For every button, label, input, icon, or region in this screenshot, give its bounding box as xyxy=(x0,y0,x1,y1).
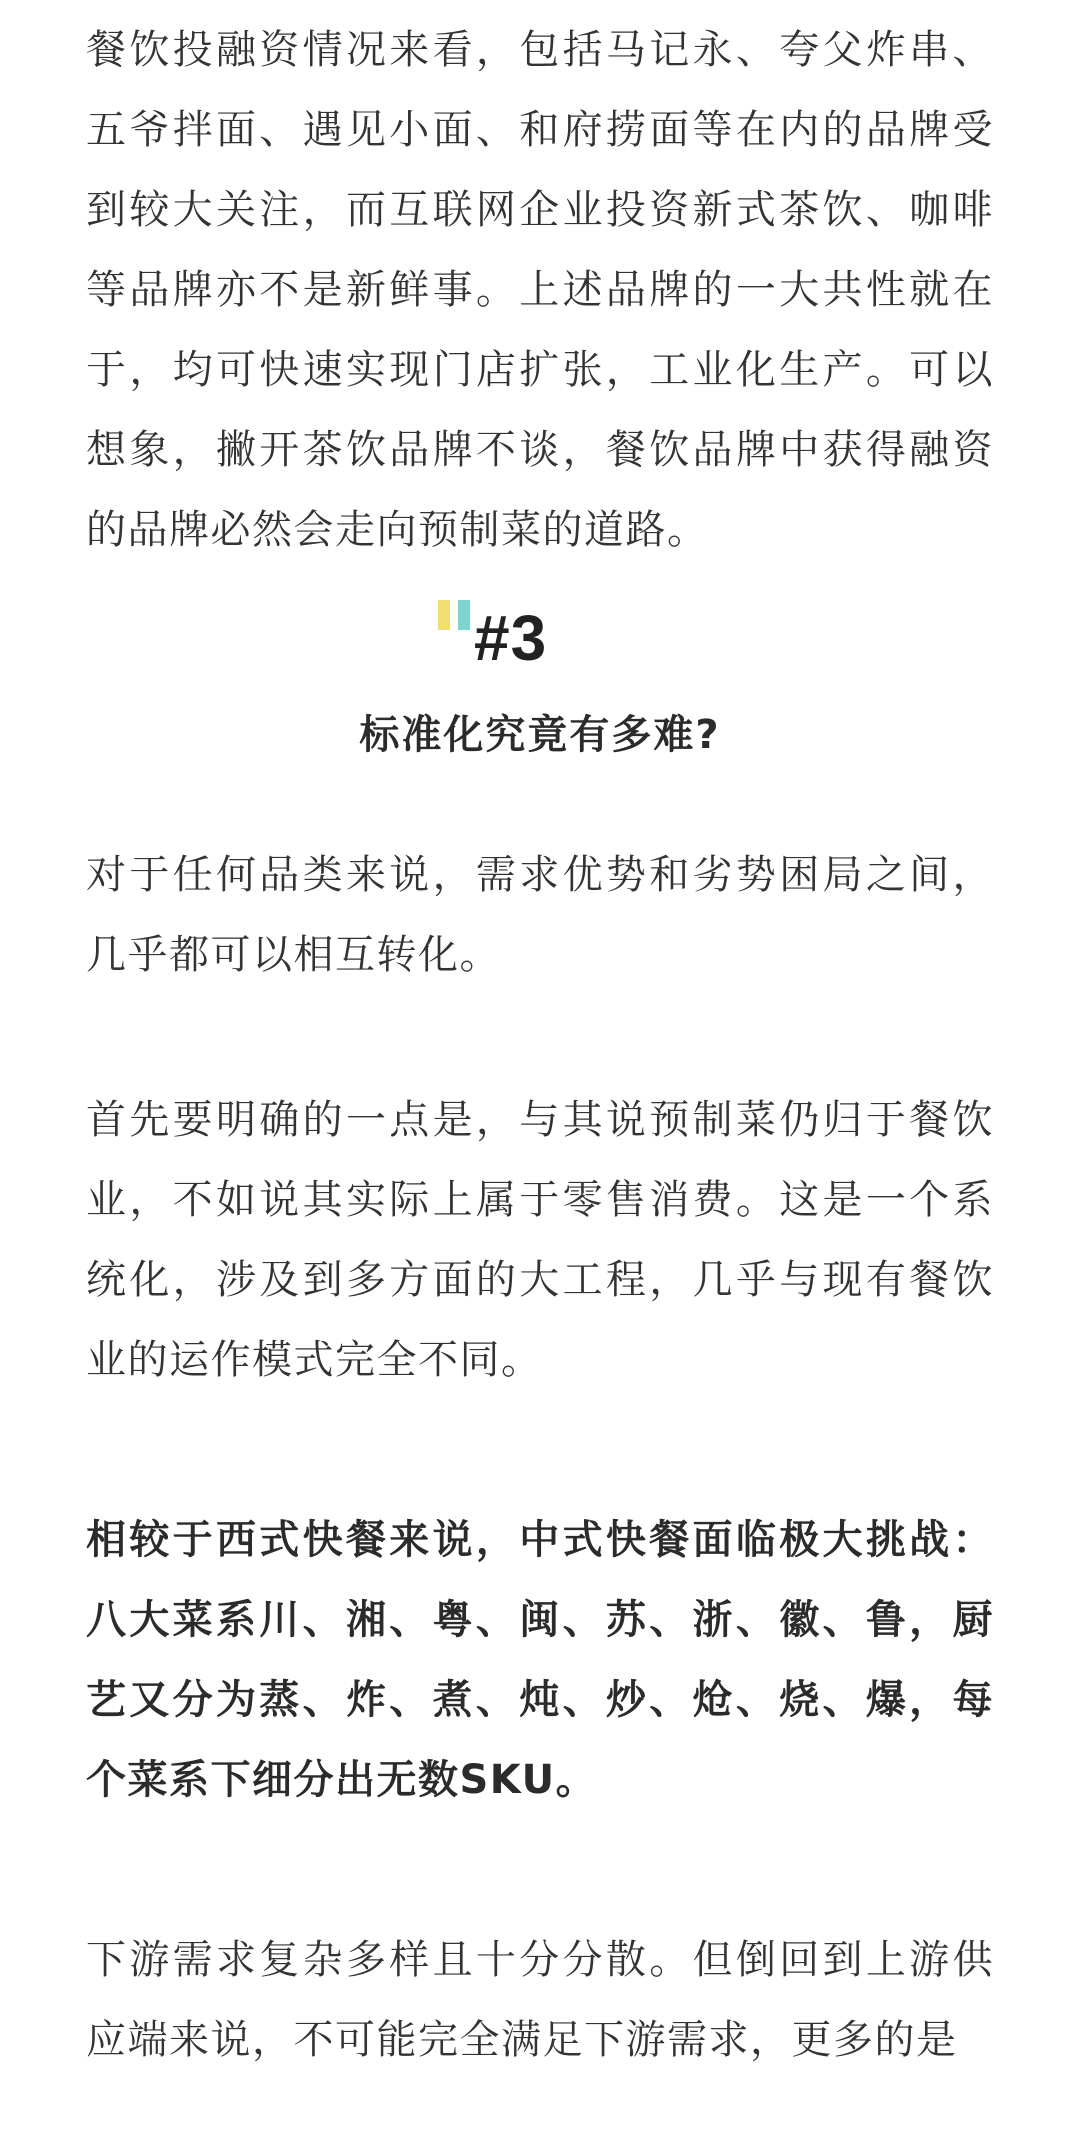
paragraph-1: 对于任何品类来说，需求优势和劣势困局之间，几乎都可以相互转化。 xyxy=(86,852,994,978)
paragraph-4: 下游需求复杂多样且十分分散。但倒回到上游供应端来说，不可能完全满足下游需求，更多的是 xyxy=(86,1937,994,2063)
quote-mark-icon xyxy=(438,600,472,630)
paragraph-intro: 餐饮投融资情况来看，包括马记永、夸父炸串、五爷拌面、遇见小面、和府捞面等在内的品牌受到较大关注，而互联网企业投资新式茶饮、咖啡等品牌亦不是新鲜事。上述品牌的一大共性就在于，均可快速实现门店扩张，工业化生产。可以想象，撇开茶饮品牌不谈，餐饮品牌中获得融资的品牌必然会走向预制菜的道路。 xyxy=(86,27,994,553)
section-title: 标准化究竟有多难? xyxy=(359,712,721,758)
quote-bar-yellow xyxy=(438,600,450,630)
quote-bar-teal xyxy=(458,600,470,630)
section-number: #3 xyxy=(474,602,548,674)
section-header xyxy=(86,590,994,690)
paragraph-3-bold: 相较于西式快餐来说，中式快餐面临极大挑战：八大菜系川、湘、粤、闽、苏、浙、徽、鲁，厨艺又分为蒸、炸、煮、炖、炒、炝、烧、爆，每个菜系下细分出无数SKU。 xyxy=(86,1517,994,1803)
paragraph-2: 首先要明确的一点是，与其说预制菜仍归于餐饮业，不如说其实际上属于零售消费。这是一个系统化，涉及到多方面的大工程，几乎与现有餐饮业的运作模式完全不同。 xyxy=(86,1097,994,1383)
